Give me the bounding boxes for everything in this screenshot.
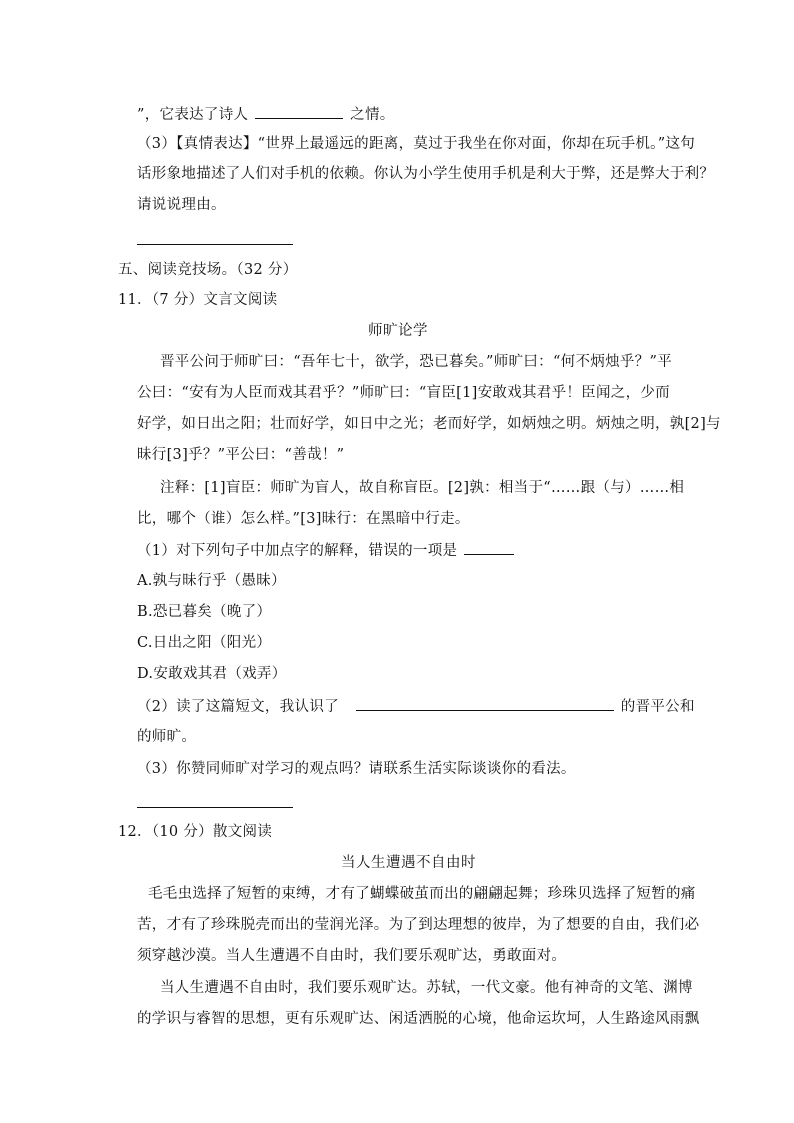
q11-answer-line[interactable]	[137, 807, 293, 808]
q11-option-c: C.日出之阳（阳光）	[137, 635, 272, 651]
q11-part1-text: （1）对下列句子中加点字的解释，错误的一项是	[137, 543, 458, 559]
q10-part3-line2: 话形象地描述了人们对手机的依赖。你认为小学生使用手机是利大于弊，还是弊大于利？	[137, 166, 715, 182]
q11-part2-blank[interactable]	[356, 696, 614, 711]
q10-part3-line1: （3）【真情表达】“世界上最遥远的距离，莫过于我坐在你对面，你却在玩手机。”这句	[137, 136, 696, 152]
q10-part3-line3: 请说说理由。	[137, 197, 226, 213]
q11-part2-line2: 的师旷。	[137, 729, 197, 745]
q12-para1-line2: 苦，才有了珍珠脱壳而出的莹润光泽。为了到达理想的彼岸，为了想要的自由，我们必	[137, 917, 700, 933]
q12-para1-line3: 须穿越沙漠。当人生遭遇不自由时，我们要乐观旷达，勇敢面对。	[137, 948, 567, 964]
q11-header: 11．（7 分）文言文阅读	[118, 292, 278, 308]
q11-part1	[137, 540, 516, 561]
q10-line1-after: 之情。	[350, 107, 395, 123]
q11-part1-blank[interactable]	[464, 540, 514, 555]
q11-option-a: A.孰与昧行乎（愚昧）	[137, 573, 286, 589]
q11-part2-before: （2）读了这篇短文，我认识了	[137, 699, 339, 715]
q11-option-d: D.安敢戏其君（戏弄）	[137, 666, 287, 682]
q10-poet-feeling-line	[137, 104, 395, 125]
q11-part2-after: 的晋平公和	[620, 699, 695, 715]
q12-header: 12．（10 分）散文阅读	[118, 824, 273, 840]
q11-note-line2: 比，哪个（谁）怎么样。”[3]昧行：在黑暗中行走。	[137, 511, 470, 527]
q10-answer-line[interactable]	[137, 244, 293, 245]
q11-note-line1: 注释：[1]盲臣：师旷为盲人，故自称盲臣。[2]孰：相当于“……跟（与）……相	[160, 480, 685, 496]
q10-line1-before: ”，它表达了诗人	[137, 107, 249, 123]
q11-text-line1: 晋平公问于师旷曰：“吾年七十，欲学，恐已暮矣。”师旷曰：“何不炳烛乎？”平	[160, 354, 672, 370]
q11-text-line2: 公曰：“安有为人臣而戏其君乎？”师旷曰：“盲臣[1]安敢戏其君乎！臣闻之，少而	[137, 385, 670, 401]
q11-part2-line1	[137, 696, 695, 717]
q12-para1-line1: 毛毛虫选择了短暂的束缚，才有了蝴蝶破茧而出的翩翩起舞；珍珠贝选择了短暂的痛	[148, 886, 696, 902]
q10-answer-blank[interactable]	[255, 104, 343, 119]
q11-option-b: B.恐已暮矣（晚了）	[137, 604, 272, 620]
q12-title: 当人生遭遇不自由时	[341, 855, 476, 871]
q11-part3: （3）你赞同师旷对学习的观点吗？请联系生活实际谈谈你的看法。	[137, 761, 576, 777]
q11-text-line4: 昧行[3]乎？”平公曰：“善哉！”	[137, 447, 345, 463]
q12-para2-line2: 的学识与睿智的思想，更有乐观旷达、闲适洒脱的心境，他命运坎坷，人生路途风雨飘	[137, 1011, 700, 1027]
q12-para2-line1: 当人生遭遇不自由时，我们要乐观旷达。苏轼，一代文豪。他有神奇的文笔、渊博	[160, 980, 693, 996]
q11-title: 师旷论学	[368, 323, 428, 339]
section5-heading: 五、阅读竞技场。（32 分）	[118, 262, 298, 278]
q11-text-line3: 好学，如日出之阳；壮而好学，如日中之光；老而好学，如炳烛之明。炳烛之明，孰[2]与	[137, 416, 721, 432]
